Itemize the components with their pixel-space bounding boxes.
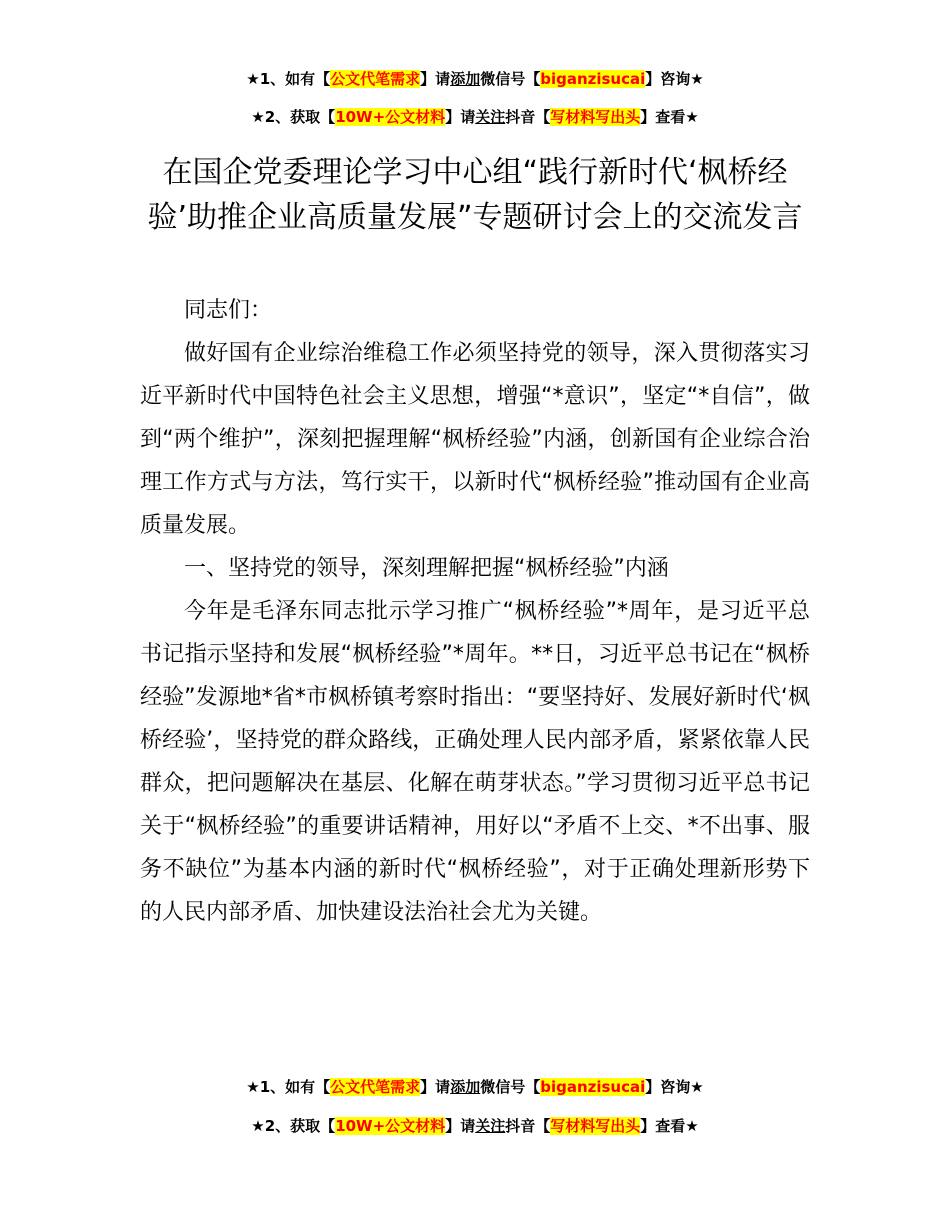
banner-highlight-materials: 10W+公文材料 [335,1117,446,1135]
paragraph-intro: 做好国有企业综治维稳工作必须坚持党的领导，深入贯彻落实习近平新时代中国特色社会主义思想，增强“*意识”，坚定“*自信”，做到“两个维护”，深刻把握理解“枫桥经验”内涵，创新国有企业综合治理工作方式与方法，笃行实干，以新时代“枫桥经验”推动国有企业高质量发展。 [140,341,810,538]
banner-highlight-service: 公文代笔需求 [330,70,421,88]
banner-text: ★1、如有【 [246,70,331,88]
banner-emphasis: 关注 [475,108,506,126]
banner-highlight-wechat-id: biganzisucai [540,1078,646,1096]
banner-text: ★1、如有【 [246,1078,331,1096]
banner-emphasis: 添加 [450,1078,481,1096]
banner-text: 微信号【 [480,1078,541,1096]
greeting: 同志们： [184,298,273,323]
banner-text: 】咨询★ [645,1078,704,1096]
banner-text: 】咨询★ [645,70,704,88]
banner-text: 】查看★ [640,1117,699,1135]
banner-text: ★2、获取【 [251,1117,336,1135]
banner-highlight-service: 公文代笔需求 [330,1078,421,1096]
document-body [140,289,810,934]
banner-text: 】请 [420,70,451,88]
header-banner-line-1 [0,68,950,90]
banner-text: 】查看★ [640,108,699,126]
banner-highlight-douyin-id: 写材料写出头 [550,1117,641,1135]
banner-text: 抖音【 [505,108,551,126]
banner-emphasis: 关注 [475,1117,506,1135]
banner-text: 微信号【 [480,70,541,88]
header-banner-line-2 [0,106,950,128]
banner-highlight-materials: 10W+公文材料 [335,108,446,126]
banner-text: ★2、获取【 [251,108,336,126]
banner-highlight-wechat-id: biganzisucai [540,70,646,88]
document-title: 在国企党委理论学习中心组“践行新时代‘枫桥经验’助推企业高质量发展”专题研讨会上的交流发言 [147,155,803,235]
banner-text: 抖音【 [505,1117,551,1135]
section-heading-1: 一、坚持党的领导，深刻理解把握“枫桥经验”内涵 [184,556,669,581]
footer-banner-line-1 [0,1076,950,1098]
banner-text: 】请 [445,1117,476,1135]
banner-emphasis: 添加 [450,70,481,88]
banner-highlight-douyin-id: 写材料写出头 [550,108,641,126]
footer-banner-line-2 [0,1115,950,1137]
paragraph-section-1: 今年是毛泽东同志批示学习推广“枫桥经验”*周年，是习近平总书记指示坚持和发展“枫桥经验”*周年。**日，习近平总书记在“枫桥经验”发源地*省*市枫桥镇考察时指出：“要坚持好、发展好新时代‘枫桥经验’，坚持党的群众路线，正确处理人民内部矛盾，紧紧依靠人民群众，把问题解决在基层、化解在萌芽状态。”学习贯彻习近平总书记关于“枫桥经验”的重要讲话精神，用好以“矛盾不上交、*不出事、服务不缺位”为基本内涵的新时代“枫桥经验”，对于正确处理新形势下的人民内部矛盾、加快建设法治社会尤为关键。 [140,599,810,925]
banner-text: 】请 [420,1078,451,1096]
banner-text: 】请 [445,108,476,126]
